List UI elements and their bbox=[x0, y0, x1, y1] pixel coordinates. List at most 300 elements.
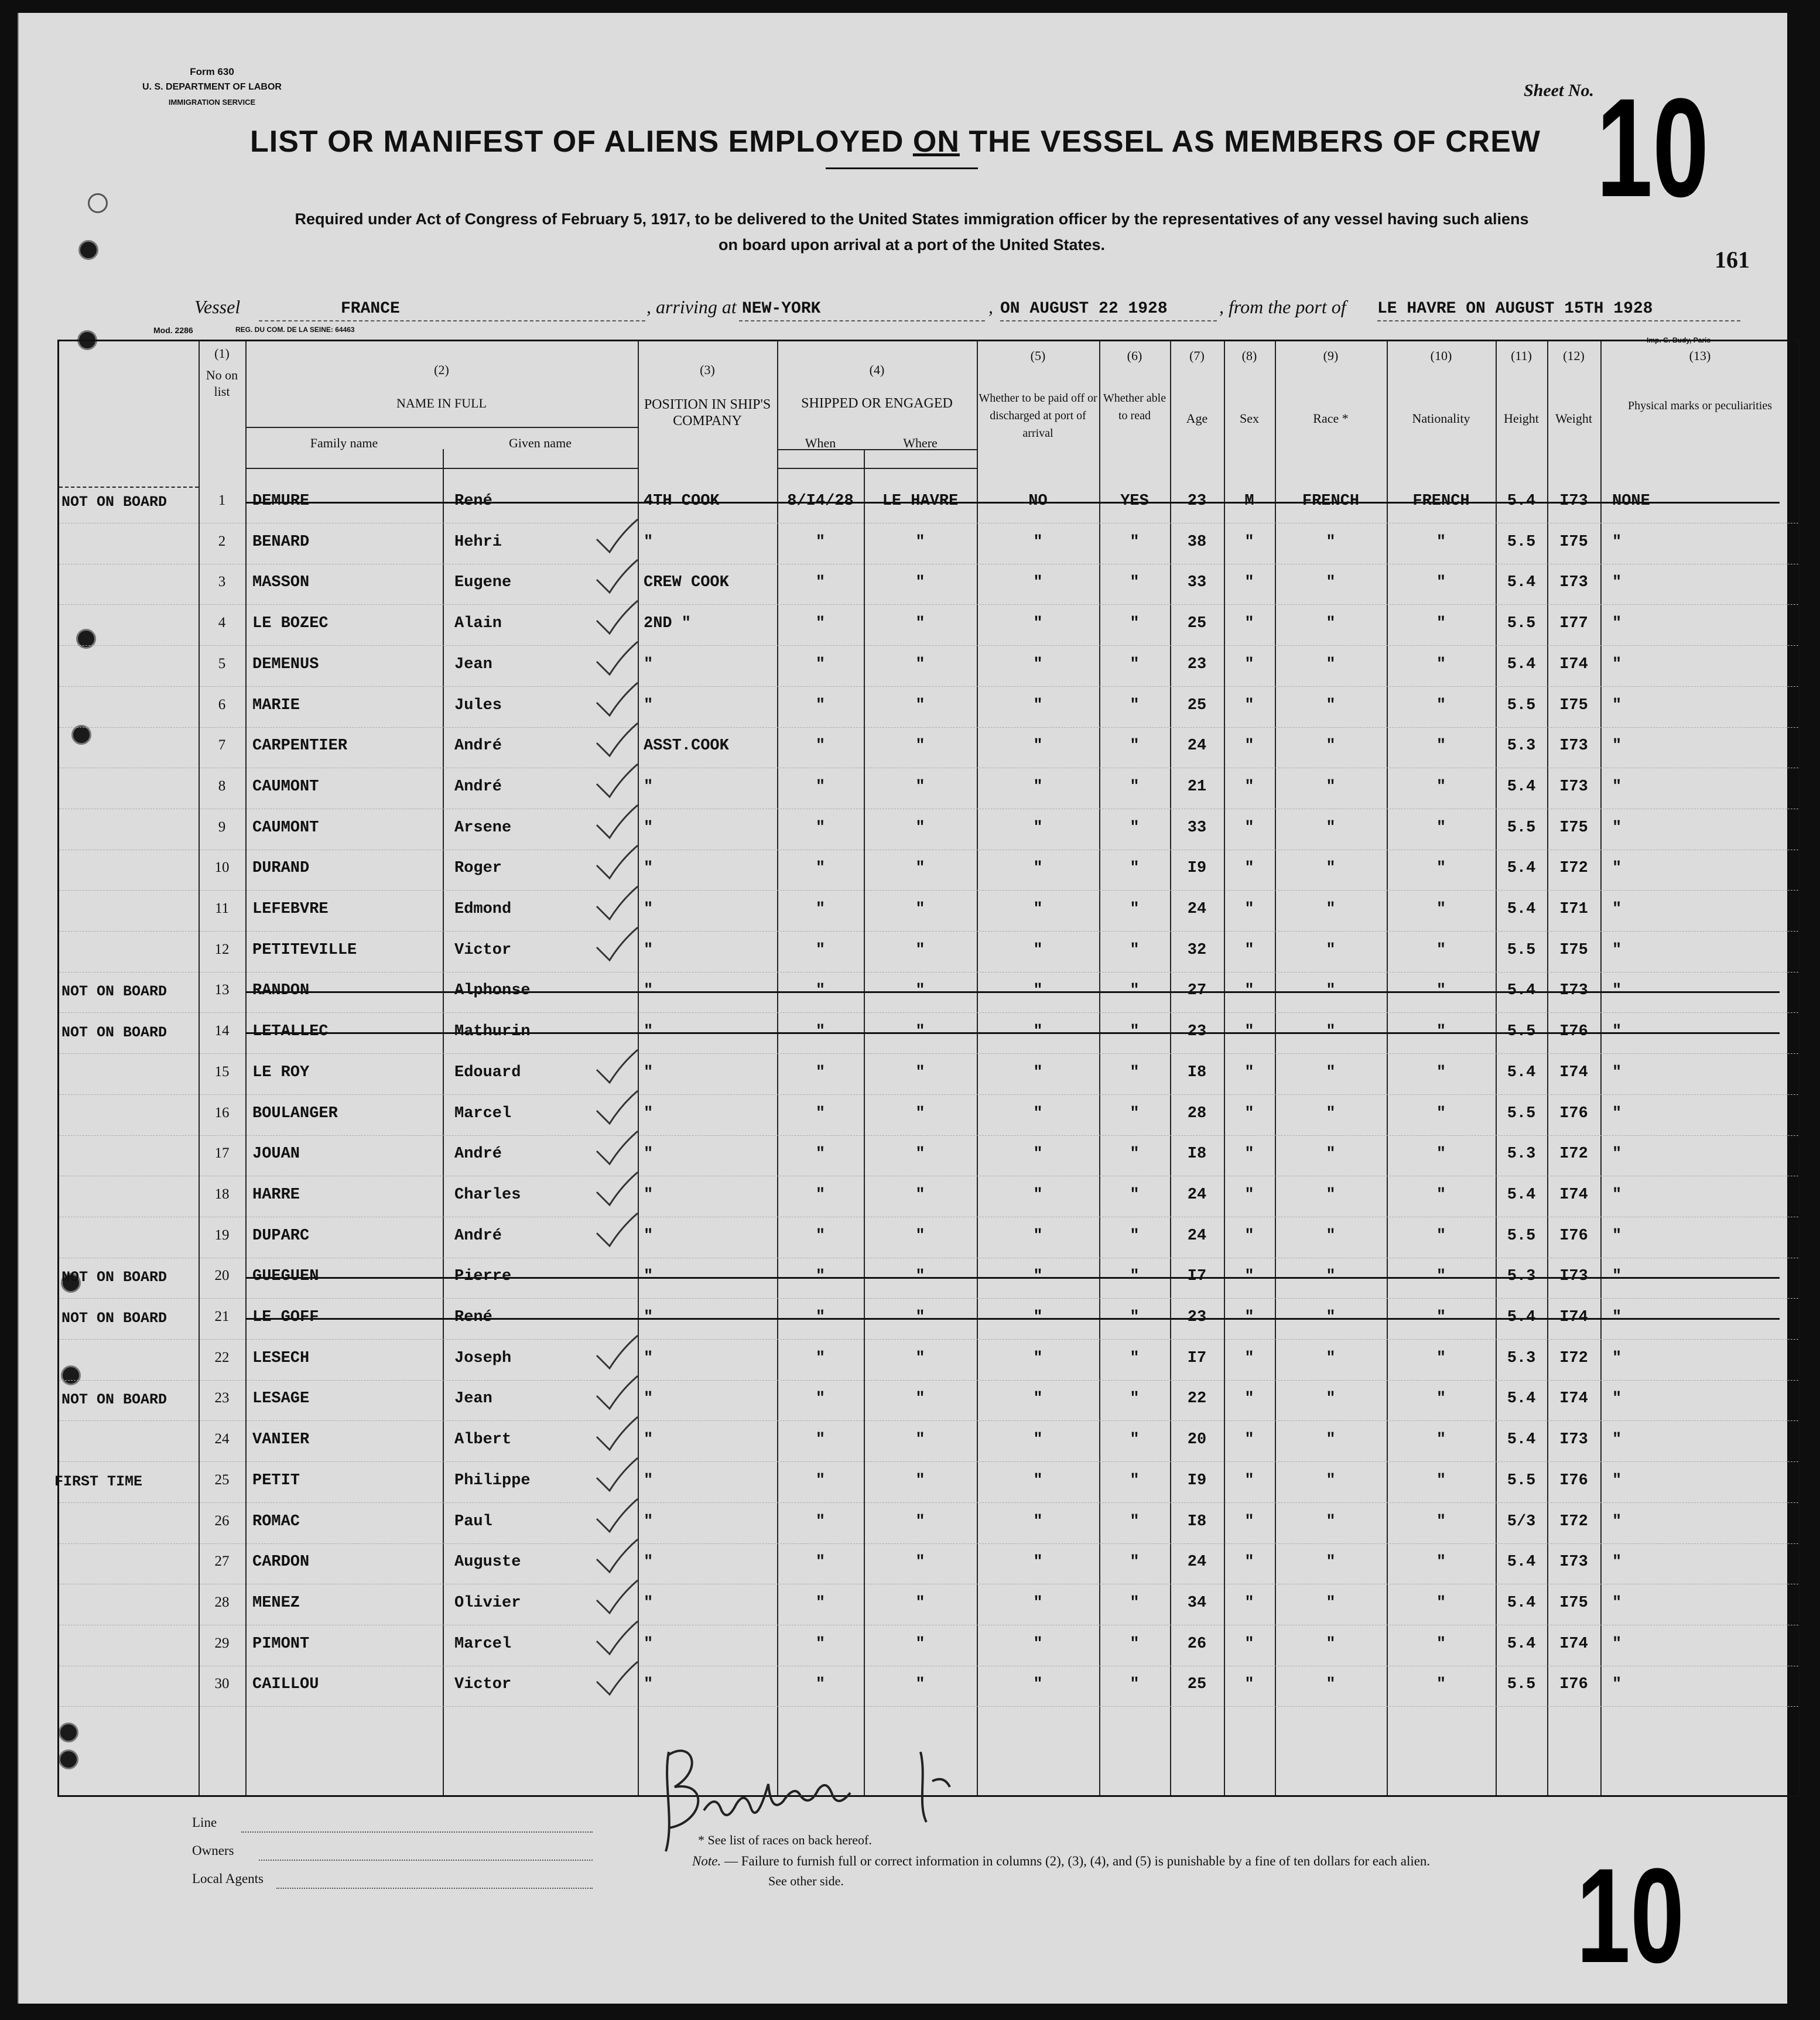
cell-paid: " bbox=[1033, 1186, 1043, 1204]
cell-where: " bbox=[915, 860, 925, 878]
form-header bbox=[136, 64, 288, 110]
check-mark-icon bbox=[592, 1618, 645, 1665]
check-mark-icon bbox=[592, 1087, 645, 1134]
other-side-note: See other side. bbox=[768, 1874, 844, 1888]
cell-sex: " bbox=[1244, 1635, 1254, 1653]
owners-fill bbox=[259, 1860, 593, 1861]
cell-height: 5.4 bbox=[1507, 1390, 1536, 1408]
cell-height: 5.4 bbox=[1507, 1063, 1536, 1081]
cell-family: CAUMONT bbox=[252, 778, 319, 796]
cell-no: 11 bbox=[214, 901, 230, 916]
cell-position: " bbox=[644, 533, 654, 551]
cell-no: 1 bbox=[218, 492, 226, 508]
check-mark-icon bbox=[592, 1536, 645, 1583]
cell-paid: " bbox=[1033, 1431, 1043, 1449]
cell-paid: " bbox=[1033, 1676, 1043, 1694]
row-rule bbox=[59, 1420, 1798, 1421]
cell-no: 20 bbox=[214, 1268, 230, 1284]
cell-sex: " bbox=[1244, 819, 1254, 837]
cell-when: " bbox=[815, 1145, 826, 1163]
cell-paid: " bbox=[1033, 1512, 1043, 1531]
requirement-line2: on board upon arrival at a port of the United States. bbox=[718, 236, 1106, 254]
cell-marks: " bbox=[1612, 1186, 1622, 1204]
cell-height: 5.3 bbox=[1507, 737, 1536, 755]
cell-sex: " bbox=[1244, 1309, 1254, 1326]
cell-sex: " bbox=[1244, 901, 1254, 918]
check-mark-icon bbox=[592, 1577, 645, 1624]
cell-height: 5.4 bbox=[1507, 778, 1536, 796]
arriving-label: , arriving at bbox=[646, 296, 737, 317]
cell-family: LESECH bbox=[252, 1349, 310, 1367]
row-rule bbox=[59, 727, 1798, 728]
cell-position: " bbox=[644, 819, 654, 837]
cell-weight: I74 bbox=[1559, 1063, 1588, 1081]
cell-read: " bbox=[1130, 1309, 1140, 1326]
cell-nationality: " bbox=[1436, 1390, 1446, 1408]
cell-paid: " bbox=[1033, 1553, 1043, 1572]
cell-family: CARDON bbox=[252, 1553, 310, 1572]
cell-given: André bbox=[454, 778, 502, 796]
note-text: — Failure to furnish full or correct information in columns (2), (3), (4), and (5) is punishable by a fine of ten dollars for each alien. bbox=[721, 1854, 1431, 1868]
cell-where: " bbox=[915, 982, 925, 1000]
cell-race: " bbox=[1326, 901, 1336, 918]
cell-marks: " bbox=[1612, 1104, 1622, 1122]
cell-sex: " bbox=[1244, 615, 1254, 633]
row-remark: FIRST TIME bbox=[54, 1473, 143, 1490]
col-num: (1) bbox=[214, 346, 230, 361]
cell-age: 22 bbox=[1187, 1390, 1207, 1408]
arriving-port: NEW-YORK bbox=[742, 300, 821, 318]
cell-read: " bbox=[1130, 1676, 1140, 1694]
cell-read: " bbox=[1130, 1227, 1140, 1245]
cell-marks: " bbox=[1612, 1145, 1622, 1163]
cell-race: " bbox=[1326, 655, 1336, 673]
cell-position: " bbox=[644, 901, 654, 918]
cell-age: 21 bbox=[1187, 778, 1207, 796]
cell-position: " bbox=[644, 1268, 654, 1286]
cell-no: 18 bbox=[214, 1186, 230, 1202]
cell-marks: " bbox=[1612, 1431, 1622, 1449]
col-divider bbox=[1600, 341, 1602, 1795]
row-rule bbox=[59, 1094, 1798, 1095]
cell-given: Charles bbox=[454, 1186, 521, 1204]
sheet-number-bottom: 10 bbox=[1576, 1840, 1685, 1991]
cell-sex: " bbox=[1244, 533, 1254, 551]
cell-paid: " bbox=[1033, 1594, 1043, 1612]
row-rule bbox=[59, 1053, 1798, 1054]
cell-position: " bbox=[644, 1023, 654, 1041]
cell-nationality: " bbox=[1436, 1227, 1446, 1245]
cell-where: " bbox=[915, 1023, 925, 1041]
printer-credit: Imp. G. Budy, Paris bbox=[1647, 336, 1711, 344]
row-rule bbox=[59, 931, 1798, 932]
cell-race: " bbox=[1326, 1309, 1336, 1326]
cell-age: 26 bbox=[1187, 1635, 1207, 1653]
cell-age: 27 bbox=[1187, 982, 1207, 1000]
cell-paid: " bbox=[1033, 1349, 1043, 1367]
cell-position: " bbox=[644, 1594, 654, 1612]
check-mark-icon bbox=[592, 1046, 645, 1093]
cell-where: " bbox=[915, 574, 925, 592]
cell-paid: " bbox=[1033, 574, 1043, 592]
cell-position: " bbox=[644, 1145, 654, 1163]
cell-weight: I74 bbox=[1559, 1390, 1588, 1408]
cell-position: " bbox=[644, 941, 654, 959]
requirement-line1: Required under Act of Congress of February 5, 1917, to be delivered to the United States immigration officer by the representatives of any vessel having such aliens bbox=[295, 210, 1529, 228]
note-label: Note. bbox=[692, 1854, 721, 1868]
cell-race: " bbox=[1326, 819, 1336, 837]
cell-read: " bbox=[1130, 1431, 1140, 1449]
cell-nationality: " bbox=[1436, 615, 1446, 633]
cell-read: " bbox=[1130, 778, 1140, 796]
cell-when: " bbox=[815, 1390, 826, 1408]
cell-no: 24 bbox=[214, 1431, 230, 1447]
cell-position: " bbox=[644, 1676, 654, 1694]
cell-marks: " bbox=[1612, 1309, 1622, 1326]
cell-marks: " bbox=[1612, 982, 1622, 1000]
cell-when: " bbox=[815, 615, 826, 633]
cell-where: " bbox=[915, 1431, 925, 1449]
col-header-read: Whether able to read bbox=[1103, 392, 1166, 422]
cell-where: " bbox=[915, 1268, 925, 1286]
cell-race: " bbox=[1326, 1471, 1336, 1490]
cell-read: " bbox=[1130, 1268, 1140, 1286]
cell-weight: I75 bbox=[1559, 1594, 1588, 1612]
cell-paid: " bbox=[1033, 941, 1043, 959]
cell-weight: I72 bbox=[1559, 1512, 1588, 1531]
header-rule bbox=[59, 487, 199, 488]
requirement-text bbox=[136, 206, 1688, 258]
cell-race: " bbox=[1326, 941, 1336, 959]
cell-when: " bbox=[815, 1063, 826, 1081]
cell-race: " bbox=[1326, 1635, 1336, 1653]
cell-height: 5.4 bbox=[1507, 574, 1536, 592]
cell-nationality: " bbox=[1436, 1186, 1446, 1204]
cell-age: 33 bbox=[1187, 574, 1207, 592]
cell-height: 5.5 bbox=[1507, 1471, 1536, 1490]
cell-height: 5/3 bbox=[1507, 1512, 1536, 1531]
cell-when: " bbox=[815, 737, 826, 755]
cell-race: " bbox=[1326, 737, 1336, 755]
cell-read: " bbox=[1130, 819, 1140, 837]
races-note: * See list of races on back hereof. bbox=[698, 1833, 872, 1847]
cell-marks: " bbox=[1612, 778, 1622, 796]
cell-read: " bbox=[1130, 1349, 1140, 1367]
cell-marks: " bbox=[1612, 1594, 1622, 1612]
cell-height: 5.5 bbox=[1507, 1104, 1536, 1122]
cell-paid: NO bbox=[1028, 492, 1048, 510]
service-name: IMMIGRATION SERVICE bbox=[168, 98, 256, 107]
cell-when: " bbox=[815, 1023, 826, 1041]
cell-paid: " bbox=[1033, 1390, 1043, 1408]
cell-family: LE BOZEC bbox=[252, 615, 329, 633]
cell-sex: " bbox=[1244, 982, 1254, 1000]
cell-paid: " bbox=[1033, 982, 1043, 1000]
cell-family: RANDON bbox=[252, 982, 310, 1000]
cell-age: 32 bbox=[1187, 941, 1207, 959]
cell-sex: " bbox=[1244, 1186, 1254, 1204]
row-strikethrough bbox=[245, 991, 1780, 993]
cell-where: " bbox=[915, 1676, 925, 1694]
cell-when: " bbox=[815, 1104, 826, 1122]
cell-race: " bbox=[1326, 533, 1336, 551]
cell-sex: " bbox=[1244, 655, 1254, 673]
cell-paid: " bbox=[1033, 1309, 1043, 1326]
cell-family: PIMONT bbox=[252, 1635, 310, 1653]
vessel-name: FRANCE bbox=[341, 300, 400, 318]
cell-nationality: " bbox=[1436, 901, 1446, 918]
cell-given: Auguste bbox=[454, 1553, 521, 1572]
cell-marks: " bbox=[1612, 941, 1622, 959]
cell-age: I9 bbox=[1187, 860, 1207, 878]
cell-no: 21 bbox=[214, 1309, 230, 1324]
check-mark-icon bbox=[592, 679, 645, 726]
cell-sex: " bbox=[1244, 1023, 1254, 1041]
cell-family: LE GOFF bbox=[252, 1309, 319, 1326]
cell-paid: " bbox=[1033, 655, 1043, 673]
cell-paid: " bbox=[1033, 737, 1043, 755]
cell-nationality: " bbox=[1436, 982, 1446, 1000]
row-rule bbox=[59, 1706, 1798, 1707]
cell-when: " bbox=[815, 778, 826, 796]
cell-where: " bbox=[915, 1145, 925, 1163]
cell-paid: " bbox=[1033, 778, 1043, 796]
cell-where: " bbox=[915, 1309, 925, 1326]
cell-age: I8 bbox=[1187, 1145, 1207, 1163]
cell-given: Alain bbox=[454, 615, 502, 633]
cell-given: Arsene bbox=[454, 819, 512, 837]
cell-weight: I73 bbox=[1559, 1431, 1588, 1449]
cell-age: 24 bbox=[1187, 1186, 1207, 1204]
cell-height: 5.4 bbox=[1507, 1431, 1536, 1449]
cell-read: " bbox=[1130, 655, 1140, 673]
cell-given: Hehri bbox=[454, 533, 502, 551]
cell-weight: I76 bbox=[1559, 1676, 1588, 1694]
cell-where: " bbox=[915, 1553, 925, 1572]
header-rule bbox=[245, 468, 638, 469]
cell-read: " bbox=[1130, 574, 1140, 592]
cell-race: " bbox=[1326, 1186, 1336, 1204]
cell-family: MENEZ bbox=[252, 1594, 300, 1612]
col-header-given: Given name bbox=[509, 436, 572, 450]
cell-position: " bbox=[644, 1349, 654, 1367]
cell-weight: I76 bbox=[1559, 1023, 1588, 1041]
cell-no: 2 bbox=[218, 533, 226, 549]
cell-nationality: " bbox=[1436, 1431, 1446, 1449]
cell-given: André bbox=[454, 737, 502, 755]
cell-age: 25 bbox=[1187, 1676, 1207, 1694]
cell-age: I8 bbox=[1187, 1512, 1207, 1531]
cell-weight: I75 bbox=[1559, 819, 1588, 837]
sheet-label: Sheet No. bbox=[1524, 81, 1594, 100]
cell-marks: " bbox=[1612, 1512, 1622, 1531]
cell-where: " bbox=[915, 655, 925, 673]
cell-nationality: " bbox=[1436, 533, 1446, 551]
cell-sex: " bbox=[1244, 1390, 1254, 1408]
cell-sex: " bbox=[1244, 1227, 1254, 1245]
cell-where: " bbox=[915, 737, 925, 755]
cell-family: VANIER bbox=[252, 1431, 310, 1449]
cell-family: MASSON bbox=[252, 574, 310, 592]
cell-when: " bbox=[815, 1268, 826, 1286]
page-title bbox=[250, 124, 1541, 159]
cell-weight: I73 bbox=[1559, 737, 1588, 755]
cell-nationality: " bbox=[1436, 1635, 1446, 1653]
row-rule bbox=[59, 1135, 1798, 1136]
cell-race: " bbox=[1326, 778, 1336, 796]
cell-height: 5.5 bbox=[1507, 1227, 1536, 1245]
cell-height: 5.4 bbox=[1507, 492, 1536, 510]
cell-family: LETALLEC bbox=[252, 1023, 329, 1041]
cell-no: 9 bbox=[218, 819, 226, 835]
cell-height: 5.4 bbox=[1507, 860, 1536, 878]
col-divider bbox=[245, 341, 247, 1795]
cell-given: André bbox=[454, 1227, 502, 1245]
cell-paid: " bbox=[1033, 533, 1043, 551]
arrival-date: ON AUGUST 22 1928 bbox=[1000, 300, 1168, 318]
cell-nationality: " bbox=[1436, 1594, 1446, 1612]
cell-marks: NONE bbox=[1612, 492, 1650, 510]
cell-race: " bbox=[1326, 1390, 1336, 1408]
cell-race: " bbox=[1326, 1268, 1336, 1286]
cell-sex: " bbox=[1244, 860, 1254, 878]
cell-where: " bbox=[915, 1186, 925, 1204]
cell-race: FRENCH bbox=[1302, 492, 1360, 510]
cell-height: 5.3 bbox=[1507, 1349, 1536, 1367]
cell-marks: " bbox=[1612, 1635, 1622, 1653]
check-mark-icon bbox=[592, 761, 645, 807]
cell-age: 24 bbox=[1187, 1227, 1207, 1245]
cell-nationality: " bbox=[1436, 1349, 1446, 1367]
check-mark-icon bbox=[592, 1372, 645, 1419]
check-mark-icon bbox=[592, 638, 645, 685]
cell-given: Pierre bbox=[454, 1268, 512, 1286]
row-rule bbox=[59, 645, 1798, 646]
cell-race: " bbox=[1326, 615, 1336, 633]
cell-family: CAILLOU bbox=[252, 1676, 319, 1694]
department-name: U. S. DEPARTMENT OF LABOR bbox=[142, 82, 282, 92]
cell-given: Jean bbox=[454, 655, 492, 673]
cell-marks: " bbox=[1612, 574, 1622, 592]
cell-height: 5.3 bbox=[1507, 1145, 1536, 1163]
cell-weight: I76 bbox=[1559, 1471, 1588, 1490]
cell-position: " bbox=[644, 696, 654, 714]
cell-age: 25 bbox=[1187, 696, 1207, 714]
check-mark-icon bbox=[592, 1210, 645, 1256]
cell-paid: " bbox=[1033, 1227, 1043, 1245]
cell-age: 25 bbox=[1187, 615, 1207, 633]
cell-no: 14 bbox=[214, 1023, 230, 1039]
cell-read: " bbox=[1130, 1635, 1140, 1653]
row-rule bbox=[59, 686, 1798, 687]
cell-given: René bbox=[454, 492, 492, 510]
cell-race: " bbox=[1326, 1349, 1336, 1367]
agents-label: Local Agents bbox=[192, 1871, 264, 1886]
cell-nationality: " bbox=[1436, 1553, 1446, 1572]
cell-when: " bbox=[815, 982, 826, 1000]
form-number: Form 630 bbox=[190, 66, 234, 77]
cell-sex: " bbox=[1244, 1104, 1254, 1122]
check-mark-icon bbox=[592, 1658, 645, 1705]
cell-no: 28 bbox=[214, 1594, 230, 1610]
cell-given: Paul bbox=[454, 1512, 492, 1531]
cell-no: 15 bbox=[214, 1063, 230, 1080]
cell-when: " bbox=[815, 1186, 826, 1204]
cell-race: " bbox=[1326, 696, 1336, 714]
cell-paid: " bbox=[1033, 901, 1043, 918]
cell-weight: I72 bbox=[1559, 860, 1588, 878]
cell-where: " bbox=[915, 901, 925, 918]
cell-family: DEMENUS bbox=[252, 655, 319, 673]
cell-age: I7 bbox=[1187, 1349, 1207, 1367]
col-header-when: When bbox=[805, 436, 836, 450]
cell-sex: " bbox=[1244, 1676, 1254, 1694]
cell-no: 25 bbox=[214, 1471, 230, 1488]
cell-age: 23 bbox=[1187, 655, 1207, 673]
cell-read: " bbox=[1130, 1145, 1140, 1163]
cell-paid: " bbox=[1033, 1268, 1043, 1286]
check-mark-icon bbox=[592, 720, 645, 766]
title-part1: LIST OR MANIFEST OF ALIENS EMPLOYED bbox=[250, 125, 913, 159]
col-header-no: No on list bbox=[206, 368, 238, 399]
cell-read: " bbox=[1130, 982, 1140, 1000]
cell-family: DURAND bbox=[252, 860, 310, 878]
date-separator: , bbox=[988, 296, 993, 317]
col-num: (4) bbox=[869, 362, 885, 377]
cell-read: " bbox=[1130, 860, 1140, 878]
cell-paid: " bbox=[1033, 1145, 1043, 1163]
cell-family: CARPENTIER bbox=[252, 737, 348, 755]
col-header-paid: Whether to be paid off or discharged at port of arrival bbox=[979, 392, 1097, 440]
cell-weight: I76 bbox=[1559, 1104, 1588, 1122]
cell-no: 23 bbox=[214, 1390, 230, 1406]
cell-no: 5 bbox=[218, 655, 226, 672]
header-rule bbox=[245, 427, 638, 428]
cell-sex: " bbox=[1244, 574, 1254, 592]
cell-sex: " bbox=[1244, 1594, 1254, 1612]
cell-family: JOUAN bbox=[252, 1145, 300, 1163]
cell-position: CREW COOK bbox=[644, 574, 729, 592]
cell-weight: I73 bbox=[1559, 778, 1588, 796]
cell-where: " bbox=[915, 1349, 925, 1367]
cell-race: " bbox=[1326, 982, 1336, 1000]
cell-height: 5.4 bbox=[1507, 1635, 1536, 1653]
cell-family: LEFEBVRE bbox=[252, 901, 329, 918]
col-header-marks: Physical marks or peculiarities bbox=[1627, 399, 1773, 412]
col-divider bbox=[864, 449, 865, 1795]
cell-weight: I71 bbox=[1559, 901, 1588, 918]
cell-given: Victor bbox=[454, 941, 512, 959]
cell-race: " bbox=[1326, 860, 1336, 878]
cell-read: " bbox=[1130, 1553, 1140, 1572]
cell-marks: " bbox=[1612, 1349, 1622, 1367]
cell-marks: " bbox=[1612, 1390, 1622, 1408]
cell-height: 5.5 bbox=[1507, 615, 1536, 633]
cell-position: " bbox=[644, 1635, 654, 1653]
cell-given: Marcel bbox=[454, 1635, 512, 1653]
cell-when: " bbox=[815, 533, 826, 551]
cell-when: " bbox=[815, 819, 826, 837]
cell-weight: I76 bbox=[1559, 1227, 1588, 1245]
cell-race: " bbox=[1326, 1512, 1336, 1531]
cell-age: I8 bbox=[1187, 1063, 1207, 1081]
cell-position: " bbox=[644, 1227, 654, 1245]
inspector-signature bbox=[651, 1728, 979, 1863]
cell-nationality: " bbox=[1436, 778, 1446, 796]
cell-sex: " bbox=[1244, 1512, 1254, 1531]
cell-no: 29 bbox=[214, 1635, 230, 1651]
cell-no: 8 bbox=[218, 778, 226, 794]
